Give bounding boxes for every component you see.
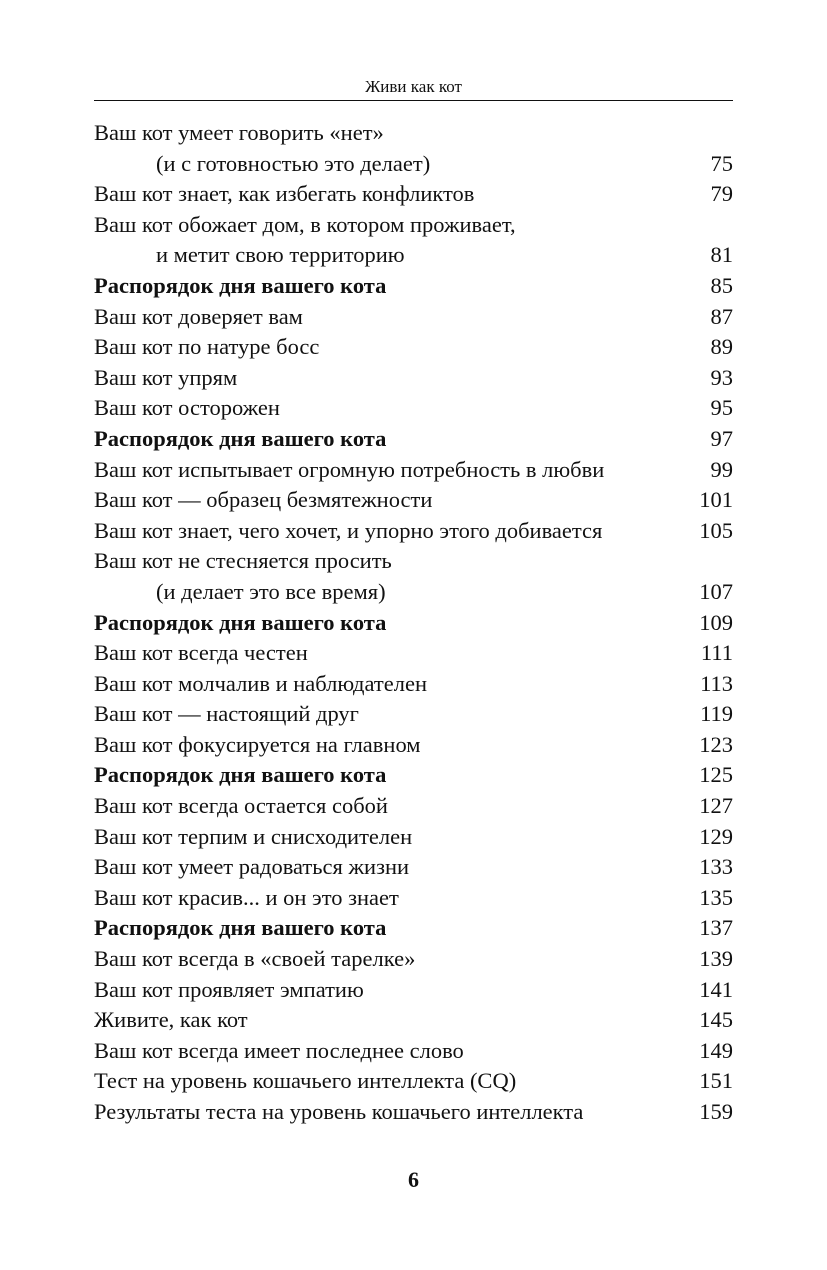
toc-entry-page-number: 75 — [710, 150, 733, 176]
toc-entry — [94, 210, 733, 241]
toc-entry-title: Ваш кот проявляет эмпатию — [94, 976, 364, 1002]
toc-entry-page-number: 159 — [699, 1099, 733, 1124]
toc-section-heading — [94, 913, 733, 944]
toc-entry-title: Ваш кот не стесняется просить — [94, 548, 392, 574]
toc-entry-title: Ваш кот терпим и снисходителен — [94, 823, 413, 849]
toc-entry — [94, 1097, 733, 1128]
toc-entry-page-number: 125 — [699, 762, 733, 788]
toc-entry — [94, 1036, 733, 1067]
toc-entry-title: Ваш кот фокусируется на главном — [94, 731, 421, 757]
toc-entry-page-number: 101 — [699, 487, 733, 513]
toc-entry-page-number: 135 — [699, 884, 733, 910]
toc-entry-title: Ваш кот всегда имеет последнее слово — [94, 1037, 464, 1063]
toc-entry-page-number: 105 — [699, 517, 733, 543]
toc-entry — [94, 699, 733, 730]
toc-entry-title: Распорядок дня вашего кота — [94, 915, 387, 941]
toc-entry-title: Ваш кот — образец безмятежности — [94, 487, 433, 513]
toc-entry — [94, 363, 733, 394]
toc-entry-page-number: 79 — [710, 181, 733, 207]
toc-section-heading — [94, 424, 733, 455]
toc-entry — [94, 149, 733, 180]
toc-entry — [94, 332, 733, 363]
toc-section-heading — [94, 608, 733, 639]
toc-entry-title: Ваш кот знает, как избегать конфликтов — [94, 181, 475, 207]
toc-entry — [94, 791, 733, 822]
toc-entry-page-number: 109 — [699, 609, 733, 635]
toc-entry — [94, 118, 733, 149]
header-rule — [94, 100, 733, 101]
toc-entry — [94, 1005, 733, 1036]
toc-entry-title: Ваш кот обожает дом, в котором проживает, — [94, 211, 516, 237]
toc-entry-page-number: 113 — [700, 670, 733, 696]
table-of-contents — [94, 118, 733, 1128]
toc-entry-page-number: 137 — [699, 915, 733, 941]
toc-entry-page-number: 141 — [699, 976, 733, 1002]
toc-entry-page-number: 89 — [710, 334, 733, 360]
toc-entry — [94, 822, 733, 853]
toc-entry-title: Ваш кот умеет говорить «нет» — [94, 120, 384, 145]
toc-entry-page-number: 127 — [699, 793, 733, 819]
toc-entry-page-number: 97 — [710, 425, 733, 451]
toc-entry-title: (и с готовностью это делает) — [156, 150, 431, 176]
toc-entry-title: Ваш кот упрям — [94, 364, 238, 390]
toc-entry-page-number: 133 — [699, 854, 733, 880]
toc-entry-page-number: 85 — [710, 272, 733, 298]
toc-entry-title: Ваш кот знает, чего хочет, и упорно этого добивается — [94, 517, 603, 543]
toc-entry-page-number: 129 — [699, 823, 733, 849]
toc-entry-title: Ваш кот — настоящий друг — [94, 701, 359, 727]
toc-entry — [94, 975, 733, 1006]
toc-entry-page-number: 107 — [699, 578, 733, 604]
toc-entry — [94, 1066, 733, 1097]
toc-entry-page-number: 149 — [699, 1037, 733, 1063]
toc-entry-title: Ваш кот красив... и он это знает — [94, 884, 399, 910]
toc-entry-page-number: 123 — [699, 731, 733, 757]
toc-entry-title: Ваш кот всегда честен — [94, 640, 308, 666]
toc-entry — [94, 638, 733, 669]
toc-entry-title: Распорядок дня вашего кота — [94, 425, 387, 451]
toc-entry-title: Ваш кот по натуре босс — [94, 334, 320, 360]
toc-entry — [94, 516, 733, 547]
toc-entry-page-number: 139 — [699, 946, 733, 972]
toc-entry-title: Ваш кот всегда остается собой — [94, 793, 388, 819]
toc-entry-page-number: 81 — [710, 242, 733, 268]
page-number: 6 — [408, 1167, 419, 1192]
toc-section-heading — [94, 271, 733, 302]
toc-entry-title: Ваш кот доверяет вам — [94, 303, 303, 329]
toc-entry-title: (и делает это все время) — [156, 578, 386, 604]
toc-entry — [94, 944, 733, 975]
toc-entry-title: Результаты теста на уровень кошачьего интеллекта — [94, 1099, 584, 1124]
toc-entry-title: Живите, как кот — [94, 1007, 248, 1033]
toc-entry-page-number: 99 — [710, 456, 733, 482]
toc-entry-page-number: 151 — [699, 1068, 733, 1094]
toc-entry — [94, 852, 733, 883]
toc-entry-title: Распорядок дня вашего кота — [94, 272, 387, 298]
toc-entry-title: и метит свою территорию — [156, 242, 405, 268]
toc-entry — [94, 393, 733, 424]
toc-entry-title: Распорядок дня вашего кота — [94, 609, 387, 635]
toc-entry — [94, 669, 733, 700]
toc-entry-page-number: 93 — [710, 364, 733, 390]
toc-entry-title: Ваш кот испытывает огромную потребность в любви — [94, 456, 605, 482]
toc-entry — [94, 302, 733, 333]
toc-entry — [94, 485, 733, 516]
toc-entry-page-number: 111 — [700, 640, 733, 666]
toc-entry-page-number: 145 — [699, 1007, 733, 1033]
toc-entry-title: Распорядок дня вашего кота — [94, 762, 387, 788]
toc-entry — [94, 577, 733, 608]
toc-entry — [94, 883, 733, 914]
toc-entry-page-number: 119 — [700, 701, 733, 727]
toc-entry — [94, 240, 733, 271]
toc-entry-title: Ваш кот умеет радоваться жизни — [94, 854, 410, 880]
toc-entry — [94, 179, 733, 210]
toc-section-heading — [94, 760, 733, 791]
running-head: Живи как кот — [365, 77, 462, 96]
toc-entry — [94, 546, 733, 577]
toc-entry-title: Ваш кот осторожен — [94, 395, 280, 421]
toc-entry-page-number: 95 — [710, 395, 733, 421]
toc-entry-title: Тест на уровень кошачьего интеллекта (CQ) — [94, 1068, 517, 1094]
toc-entry-page-number: 87 — [710, 303, 733, 329]
toc-entry — [94, 730, 733, 761]
toc-entry-title: Ваш кот молчалив и наблюдателен — [94, 670, 427, 696]
toc-entry — [94, 455, 733, 486]
toc-entry-title: Ваш кот всегда в «своей тарелке» — [94, 946, 416, 972]
